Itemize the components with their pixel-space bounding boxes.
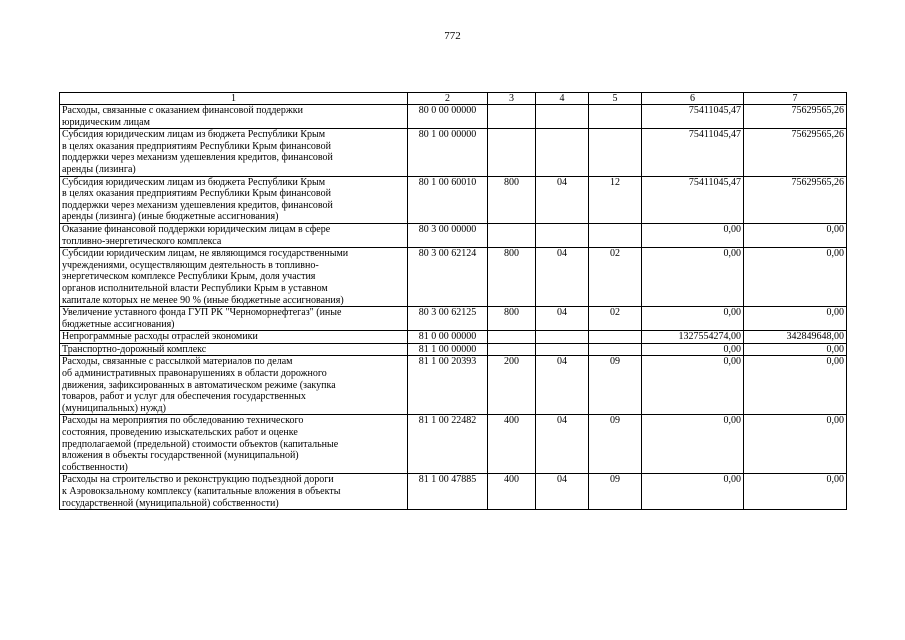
header-cell: 6 bbox=[642, 93, 744, 105]
row-code-cell: 80 3 00 00000 bbox=[408, 223, 488, 247]
row-code-cell: 81 0 00 00000 bbox=[408, 331, 488, 344]
row-col4-cell: 04 bbox=[536, 474, 589, 510]
row-col3-cell bbox=[488, 129, 536, 176]
row-amount-cell: 75411045,47 bbox=[642, 129, 744, 176]
row-amount-cell: 0,00 bbox=[642, 307, 744, 331]
row-amount-cell: 0,00 bbox=[744, 307, 847, 331]
row-col5-cell: 02 bbox=[589, 248, 642, 307]
row-code-cell: 81 1 00 00000 bbox=[408, 343, 488, 356]
row-col4-cell: 04 bbox=[536, 176, 589, 223]
row-code-cell: 81 1 00 47885 bbox=[408, 474, 488, 510]
row-amount-cell: 75411045,47 bbox=[642, 176, 744, 223]
row-col3-cell bbox=[488, 343, 536, 356]
row-amount-cell: 0,00 bbox=[744, 474, 847, 510]
row-amount-cell: 0,00 bbox=[744, 415, 847, 474]
row-amount-cell: 75629565,26 bbox=[744, 105, 847, 129]
header-row bbox=[60, 93, 847, 105]
row-col4-cell: 04 bbox=[536, 356, 589, 415]
table-row bbox=[60, 343, 847, 356]
row-amount-cell: 0,00 bbox=[642, 474, 744, 510]
table-row bbox=[60, 307, 847, 331]
row-col5-cell bbox=[589, 223, 642, 247]
page-number: 772 bbox=[444, 30, 461, 42]
table-row bbox=[60, 105, 847, 129]
row-code-cell: 80 3 00 62124 bbox=[408, 248, 488, 307]
row-amount-cell: 0,00 bbox=[744, 343, 847, 356]
row-name-cell: Расходы, связанные с рассылкой материалов по делам об административных правонарушениях в области дорожного движения, зафиксированных в автоматическом режиме (закупка товаров, работ и услуг для обеспечения государственных (муниципальных) нужд) bbox=[60, 356, 408, 415]
row-amount-cell: 1327554274,00 bbox=[642, 331, 744, 344]
row-amount-cell: 75629565,26 bbox=[744, 129, 847, 176]
row-code-cell: 81 1 00 22482 bbox=[408, 415, 488, 474]
row-amount-cell: 0,00 bbox=[744, 223, 847, 247]
header-cell: 4 bbox=[536, 93, 589, 105]
row-col4-cell bbox=[536, 129, 589, 176]
row-amount-cell: 0,00 bbox=[642, 223, 744, 247]
row-code-cell: 80 1 00 00000 bbox=[408, 129, 488, 176]
row-col4-cell bbox=[536, 343, 589, 356]
row-name-cell: Расходы на мероприятия по обследованию технического состояния, проведению изыскательских работ и оценке предполагаемой (предельной) стоимости объектов (капитальные вложения в объекты государственной (муниципальной) собственности) bbox=[60, 415, 408, 474]
row-amount-cell: 342849648,00 bbox=[744, 331, 847, 344]
row-name-cell: Транспортно-дорожный комплекс bbox=[60, 343, 408, 356]
row-col3-cell bbox=[488, 105, 536, 129]
row-col3-cell: 400 bbox=[488, 474, 536, 510]
row-code-cell: 81 1 00 20393 bbox=[408, 356, 488, 415]
row-code-cell: 80 3 00 62125 bbox=[408, 307, 488, 331]
header-cell: 2 bbox=[408, 93, 488, 105]
row-name-cell: Субсидия юридическим лицам из бюджета Республики Крым в целях оказания предприятиям Республики Крым финансовой поддержки через механизм удешевления кредитов, финансовой аренды (лизинга) (иные бюджетные ассигнования) bbox=[60, 176, 408, 223]
row-col5-cell bbox=[589, 105, 642, 129]
budget-table bbox=[59, 92, 847, 510]
row-name-cell: Расходы, связанные с оказанием финансовой поддержки юридическим лицам bbox=[60, 105, 408, 129]
table-row bbox=[60, 356, 847, 415]
row-col3-cell: 800 bbox=[488, 307, 536, 331]
row-name-cell: Субсидии юридическим лицам, не являющимся государственными учреждениями, осуществляющим деятельность в топливно- энергетическом комплексе Республики Крым, доля участия органов исполнительной власти Республики Крым в уставном капитале которых не менее 90 % (иные бюджетные ассигнования) bbox=[60, 248, 408, 307]
row-amount-cell: 0,00 bbox=[642, 356, 744, 415]
table-row bbox=[60, 176, 847, 223]
header-cell: 1 bbox=[60, 93, 408, 105]
row-col4-cell bbox=[536, 223, 589, 247]
row-name-cell: Оказание финансовой поддержки юридическим лицам в сфере топливно-энергетического комплекса bbox=[60, 223, 408, 247]
row-col3-cell: 800 bbox=[488, 176, 536, 223]
row-amount-cell: 0,00 bbox=[744, 356, 847, 415]
table-row bbox=[60, 129, 847, 176]
table-row bbox=[60, 223, 847, 247]
row-amount-cell: 0,00 bbox=[642, 343, 744, 356]
row-name-cell: Расходы на строительство и реконструкцию подъездной дороги к Аэровокзальному комплексу (капитальные вложения в объекты государственной (муниципальной) собственности) bbox=[60, 474, 408, 510]
row-col5-cell: 09 bbox=[589, 356, 642, 415]
row-col5-cell bbox=[589, 343, 642, 356]
row-amount-cell: 0,00 bbox=[642, 415, 744, 474]
header-cell: 3 bbox=[488, 93, 536, 105]
row-col3-cell: 800 bbox=[488, 248, 536, 307]
header-cell: 7 bbox=[744, 93, 847, 105]
row-amount-cell: 75629565,26 bbox=[744, 176, 847, 223]
row-code-cell: 80 1 00 60010 bbox=[408, 176, 488, 223]
table-body bbox=[60, 105, 847, 510]
row-col4-cell: 04 bbox=[536, 248, 589, 307]
row-col5-cell: 09 bbox=[589, 474, 642, 510]
row-amount-cell: 75411045,47 bbox=[642, 105, 744, 129]
row-col5-cell: 02 bbox=[589, 307, 642, 331]
row-col4-cell: 04 bbox=[536, 415, 589, 474]
row-col5-cell bbox=[589, 129, 642, 176]
row-col4-cell bbox=[536, 331, 589, 344]
row-name-cell: Непрограммные расходы отраслей экономики bbox=[60, 331, 408, 344]
table-row bbox=[60, 248, 847, 307]
row-col3-cell bbox=[488, 223, 536, 247]
row-col4-cell: 04 bbox=[536, 307, 589, 331]
table-row bbox=[60, 331, 847, 344]
row-name-cell: Субсидия юридическим лицам из бюджета Республики Крым в целях оказания предприятиям Республики Крым финансовой поддержки через механизм удешевления кредитов, финансовой аренды (лизинга) bbox=[60, 129, 408, 176]
header-cell: 5 bbox=[589, 93, 642, 105]
row-amount-cell: 0,00 bbox=[642, 248, 744, 307]
row-col4-cell bbox=[536, 105, 589, 129]
row-col5-cell: 09 bbox=[589, 415, 642, 474]
row-name-cell: Увеличение уставного фонда ГУП РК "Черноморнефтегаз" (иные бюджетные ассигнования) bbox=[60, 307, 408, 331]
table-row bbox=[60, 415, 847, 474]
row-col5-cell bbox=[589, 331, 642, 344]
row-col5-cell: 12 bbox=[589, 176, 642, 223]
row-col3-cell: 200 bbox=[488, 356, 536, 415]
row-col3-cell bbox=[488, 331, 536, 344]
table-row bbox=[60, 474, 847, 510]
row-amount-cell: 0,00 bbox=[744, 248, 847, 307]
row-col3-cell: 400 bbox=[488, 415, 536, 474]
row-code-cell: 80 0 00 00000 bbox=[408, 105, 488, 129]
